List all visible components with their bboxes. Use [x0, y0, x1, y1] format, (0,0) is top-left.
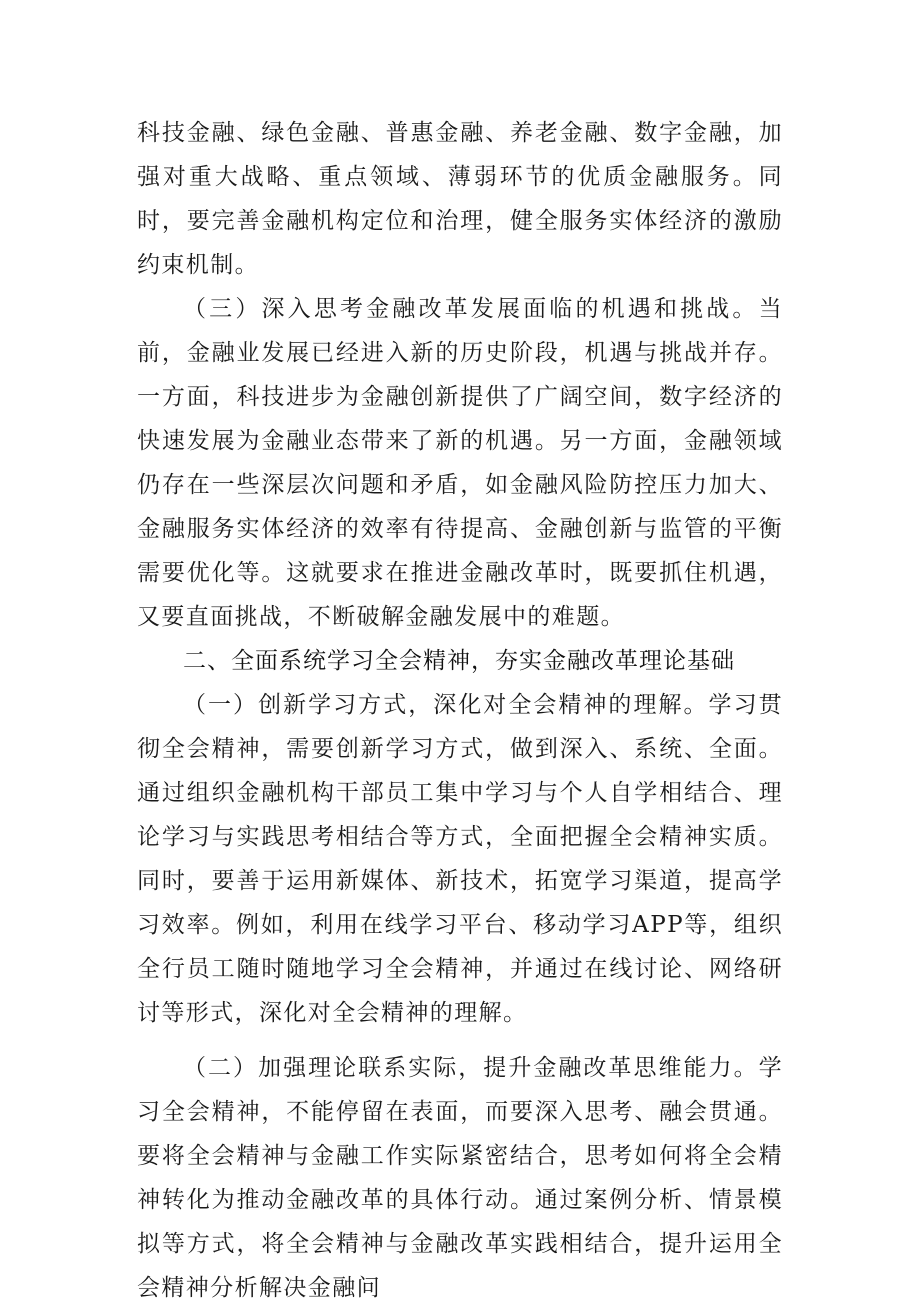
paragraph-gap	[137, 1035, 783, 1046]
paragraph-learning-methods: （一）创新学习方式，深化对全会精神的理解。学习贯彻全会精神，需要创新学习方式，做到深入、系统、全面。通过组织金融机构干部员工集中学习与个人自学相结合、理论学习与实践思考相结合等方式，全面把握全会精神实质。同时，要善于运用新媒体、新技术，拓宽学习渠道，提高学习效率。例如，利用在线学习平台、移动学习APP等，组织全行员工随时随地学习全会精神，并通过在线讨论、网络研讨等形式，深化对全会精神的理解。	[137, 692, 783, 1026]
document-body	[137, 111, 783, 1310]
section-heading: 二、全面系统学习全会精神，夯实金融改革理论基础	[183, 648, 735, 674]
paragraph-opportunities-challenges: （三）深入思考金融改革发展面临的机遇和挑战。当前，金融业发展已经进入新的历史阶段，机遇与挑战并存。一方面，科技进步为金融创新提供了广阔空间，数字经济的快速发展为金融业态带来了新的机遇。另一方面，金融领域仍存在一些深层次问题和矛盾，如金融风险防控压力加大、金融服务实体经济的效率有待提高、金融创新与监管的平衡需要优化等。这就要求在推进金融改革时，既要抓住机遇，又要直面挑战，不断破解金融发展中的难题。	[137, 296, 783, 630]
paragraph-continuation: 科技金融、绿色金融、普惠金融、养老金融、数字金融，加强对重大战略、重点领域、薄弱环节的优质金融服务。同时，要完善金融机构定位和治理，健全服务实体经济的激励约束机制。	[137, 120, 783, 278]
paragraph-theory-practice: （二）加强理论联系实际，提升金融改革思维能力。学习全会精神，不能停留在表面，而要深入思考、融会贯通。要将全会精神与金融工作实际紧密结合，思考如何将全会精神转化为推动金融改革的具体行动。通过案例分析、情景模拟等方式，将全会精神与金融改革实践相结合，提升运用全会精神分析解决金融问	[137, 1055, 783, 1301]
